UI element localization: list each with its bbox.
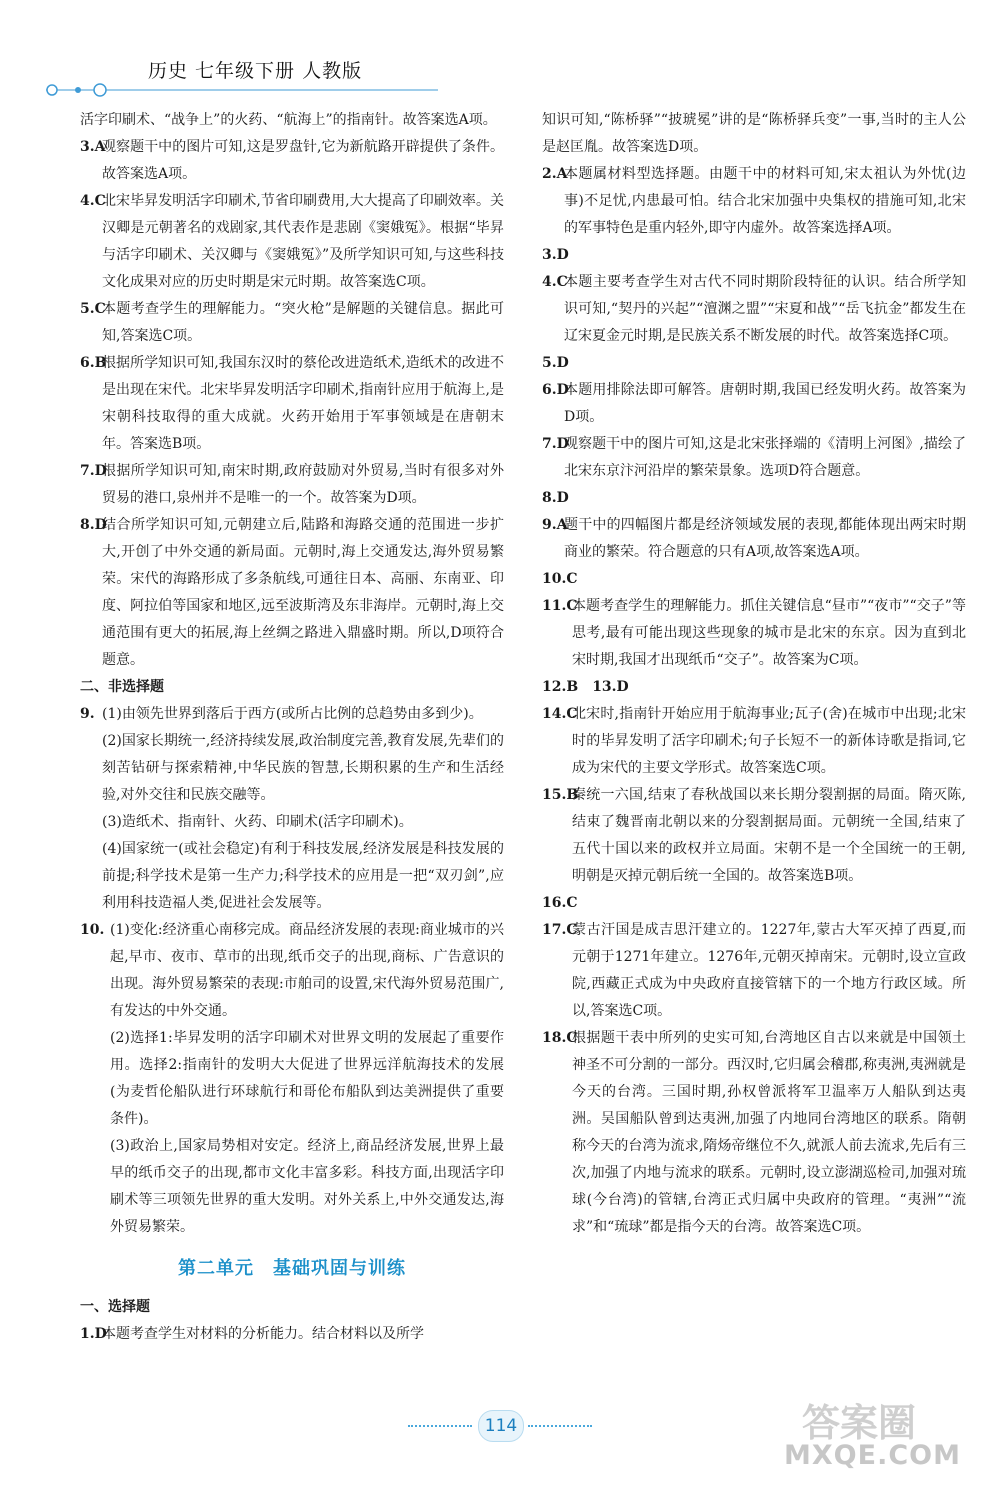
watermark-logo	[780, 1392, 985, 1482]
answer-item: 5.C 本题考查学生的理解能力。“突火枪”是解题的关键信息。据此可知,答案选C项。	[80, 301, 504, 344]
left-intro: 活字印刷术、“战争上”的火药、“航海上”的指南针。故答案选A项。	[80, 112, 497, 128]
right-intro: 知识可知,“陈桥驿”“披琥冕”讲的是“陈桥驿兵变”一事,当时的主人公是赵匡胤。故答案选D项。	[542, 112, 966, 155]
header-decoration	[42, 78, 442, 102]
answer-item: 12.B 13.D	[542, 679, 629, 695]
answer-item: 6.D 本题用排除法即可解答。唐朝时期,我国已经发明火药。故答案为D项。	[542, 382, 966, 425]
answer-item: 7.D 根据所学知识可知,南宋时期,政府鼓励对外贸易,当时有很多对外贸易的港口,泉州并不是唯一的一个。故答案为D项。	[80, 463, 504, 506]
left-column	[80, 107, 504, 1348]
answer-item: 16.C	[542, 895, 578, 911]
q9-part: (2)国家长期统一,经济持续发展,政治制度完善,教育发展,先辈们的刻苦钻研与探索精神,中华民族的智慧,长期积累的生产和生活经验,对外交往和民族交融等。	[102, 733, 504, 803]
q10: 10. (1)变化:经济重心南移完成。商品经济发展的表现:商业城市的兴起,早市、夜市、草市的出现,纸币交子的出现,商标、广告意识的出现。海外贸易繁荣的表现:市舶司的设置,宋代海外贸易范围广,有发达的中外交通。 (2)选择1:毕昇发明的活字印刷术对世界文明的发展起了重要作用。选择2:指南针的发明大大促进了世界远洋航海技术的发展(为麦哲伦船队进行环球航行和哥伦布船队到达美洲提供了重要条件)。 (3)政治上,国家局势相对安定。经济上,商品经济发展,世界上最早的纸币交子的出现,都市文化丰富多彩。科技方面,出现活字印刷术等三项领先世界的重大发明。对外关系上,中外交通发达,海外贸易繁荣。	[80, 917, 504, 1241]
right-column	[542, 107, 966, 1241]
q9: 9. (1)由领先世界到落后于西方(或所占比例的总趋势由多到少)。 (2)国家长期统一,经济持续发展,政治制度完善,教育发展,先辈们的刻苦钻研与探索精神,中华民族的智慧,长期积累的生产和生活经验,对外交往和民族交融等。 (3)造纸术、指南针、火药、印刷术(活字印刷术)。 (4)国家统一(或社会稳定)有利于科技发展,经济发展是科技发展的前提;科学技术是第一生产力;科学技术的应用是一把“双刃剑”,应利用科技造福人类,促进社会发展等。	[80, 701, 504, 917]
watermark-url: MXQE.COM	[784, 1440, 961, 1471]
section-heading-nonchoice: 二、非选择题	[80, 679, 164, 695]
answer-item: 7.D 观察题干中的图片可知,这是北宋张择端的《清明上河图》,描绘了北宋东京汴河沿岸的繁荣景象。选项D符合题意。	[542, 436, 966, 479]
q9-part: (3)造纸术、指南针、火药、印刷术(活字印刷术)。	[102, 814, 413, 830]
footer-dots-right	[528, 1425, 592, 1427]
answer-item: 17.C 蒙古汗国是成吉思汗建立的。1227年,蒙古大军灭掉了西夏,而元朝于1271年建立。1276年,元朝灭掉南宋。元朝时,设立宣政院,西藏正式成为中央政府直接管辖下的一个地方行政区域。所以,答案选C项。	[542, 922, 966, 1019]
footer-dots-left	[408, 1425, 472, 1427]
answer-item: 2.A 本题属材料型选择题。由题干中的材料可知,宋太祖认为外忧(边事)不足忧,内患最可怕。结合北宋加强中央集权的措施可知,北宋的军事特色是重内轻外,即守内虚外。故答案选择A项。	[542, 166, 966, 236]
header-title: 历史 七年级下册 人教版	[148, 60, 363, 82]
answer-item: 3.A 观察题干中的图片可知,这是罗盘针,它为新航路开辟提供了条件。故答案选A项。	[80, 139, 504, 182]
answer-item: 1.D 本题考查学生对材料的分析能力。结合材料以及所学	[80, 1326, 424, 1342]
page-number: 114	[478, 1410, 524, 1442]
answer-item: 14.C 北宋时,指南针开始应用于航海事业;瓦子(舍)在城市中出现;北宋时的毕昇发明了活字印刷术;句子长短不一的新体诗歌是指词,它成为宋代的主要文学形式。故答案选C项。	[542, 706, 966, 776]
q9-part: (1)由领先世界到落后于西方(或所占比例的总趋势由多到少)。	[102, 706, 483, 722]
answer-item: 8.D	[542, 490, 569, 506]
answer-item: 4.C 本题主要考查学生对古代不同时期阶段特征的认识。结合所学知识可知,“契丹的兴起”“澶渊之盟”“宋夏和战”“岳飞抗金”都发生在辽宋夏金元时期,是民族关系不断发展的时代。故答案选择C项。	[542, 274, 966, 344]
answer-item: 18.C 根据题干表中所列的史实可知,台湾地区自古以来就是中国领土神圣不可分割的一部分。西汉时,它归属会稽郡,称夷洲,夷洲就是今天的台湾。三国时期,孙权曾派将军卫温率万人船队到达夷洲。吴国船队曾到达夷洲,加强了内地同台湾地区的联系。隋朝称今天的台湾为流求,隋炀帝继位不久,就派人前去流求,先后有三次,加强了内地与流求的联系。元朝时,设立澎湖巡检司,加强对琉球(今台湾)的管辖,台湾正式归属中央政府的管理。“夷洲”“流求”和“琉球”都是指今天的台湾。故答案选C项。	[542, 1030, 966, 1235]
q10-part: (3)政治上,国家局势相对安定。经济上,商品经济发展,世界上最早的纸币交子的出现,都市文化丰富多彩。科技方面,出现活字印刷术等三项领先世界的重大发明。对外关系上,中外交通发达,海外贸易繁荣。	[110, 1138, 504, 1235]
answer-item: 4.C 北宋毕昇发明活字印刷术,节省印刷费用,大大提高了印刷效率。关汉卿是元朝著名的戏剧家,其代表作是悲剧《窦娥冤》。根据“毕昇与活字印刷术、关汉卿与《窦娥冤》”及所学知识可知,与这些科技文化成果对应的历史时期是宋元时期。故答案选C项。	[80, 193, 504, 290]
answer-item: 9.A 题干中的四幅图片都是经济领域发展的表现,都能体现出两宋时期商业的繁荣。符合题意的只有A项,故答案选A项。	[542, 517, 966, 560]
answer-item: 6.B 根据所学知识可知,我国东汉时的蔡伦改进造纸术,造纸术的改进不是出现在宋代。北宋毕昇发明活字印刷术,指南针应用于航海上,是宋朝科技取得的重大成就。火药开始用于军事领域是在唐朝末年。答案选B项。	[80, 355, 504, 452]
answer-item: 10.C	[542, 571, 578, 587]
watermark-cn: 答案圈	[802, 1401, 917, 1445]
page-number-block	[408, 1408, 592, 1444]
answer-item: 15.B 秦统一六国,结束了春秋战国以来长期分裂割据的局面。隋灭陈,结束了魏晋南北朝以来的分裂割据局面。元朝统一全国,结束了五代十国以来的政权并立局面。宋朝不是一个全国统一的王朝,明朝是灭掉元朝后统一全国的。故答案选B项。	[542, 787, 966, 884]
q10-part: (1)变化:经济重心南移完成。商品经济发展的表现:商业城市的兴起,早市、夜市、草市的出现,纸币交子的出现,商标、广告意识的出现。海外贸易繁荣的表现:市舶司的设置,宋代海外贸易范围广,有发达的中外交通。	[110, 922, 504, 1019]
answer-item: 11.C 本题考查学生的理解能力。抓住关键信息“昼市”“夜市”“交子”等思考,最有可能出现这些现象的城市是北宋的东京。因为直到北宋时期,我国才出现纸币“交子”。故答案为C项。	[542, 598, 966, 668]
unit-title: 第二单元 基础巩固与训练	[178, 1258, 406, 1279]
q9-part: (4)国家统一(或社会稳定)有利于科技发展,经济发展是科技发展的前提;科学技术是第一生产力;科学技术的应用是一把“双刃剑”,应利用科技造福人类,促进社会发展等。	[102, 841, 504, 911]
answer-item: 3.D	[542, 247, 569, 263]
answer-item: 8.D 结合所学知识可知,元朝建立后,陆路和海路交通的范围进一步扩大,开创了中外交通的新局面。元朝时,海上交通发达,海外贸易繁荣。宋代的海路形成了多条航线,可通往日本、高丽、东南亚、印度、阿拉伯等国家和地区,远至波斯湾及东非海岸。元朝时,海上交通范围有更大的拓展,海上丝绸之路进入鼎盛时期。所以,D项符合题意。	[80, 517, 504, 668]
section-heading-choice: 一、选择题	[80, 1299, 150, 1315]
answer-item: 5.D	[542, 355, 569, 371]
q10-part: (2)选择1:毕昇发明的活字印刷术对世界文明的发展起了重要作用。选择2:指南针的发明大大促进了世界远洋航海技术的发展(为麦哲伦船队进行环球航行和哥伦布船队到达美洲提供了重要条件)。	[110, 1030, 504, 1127]
